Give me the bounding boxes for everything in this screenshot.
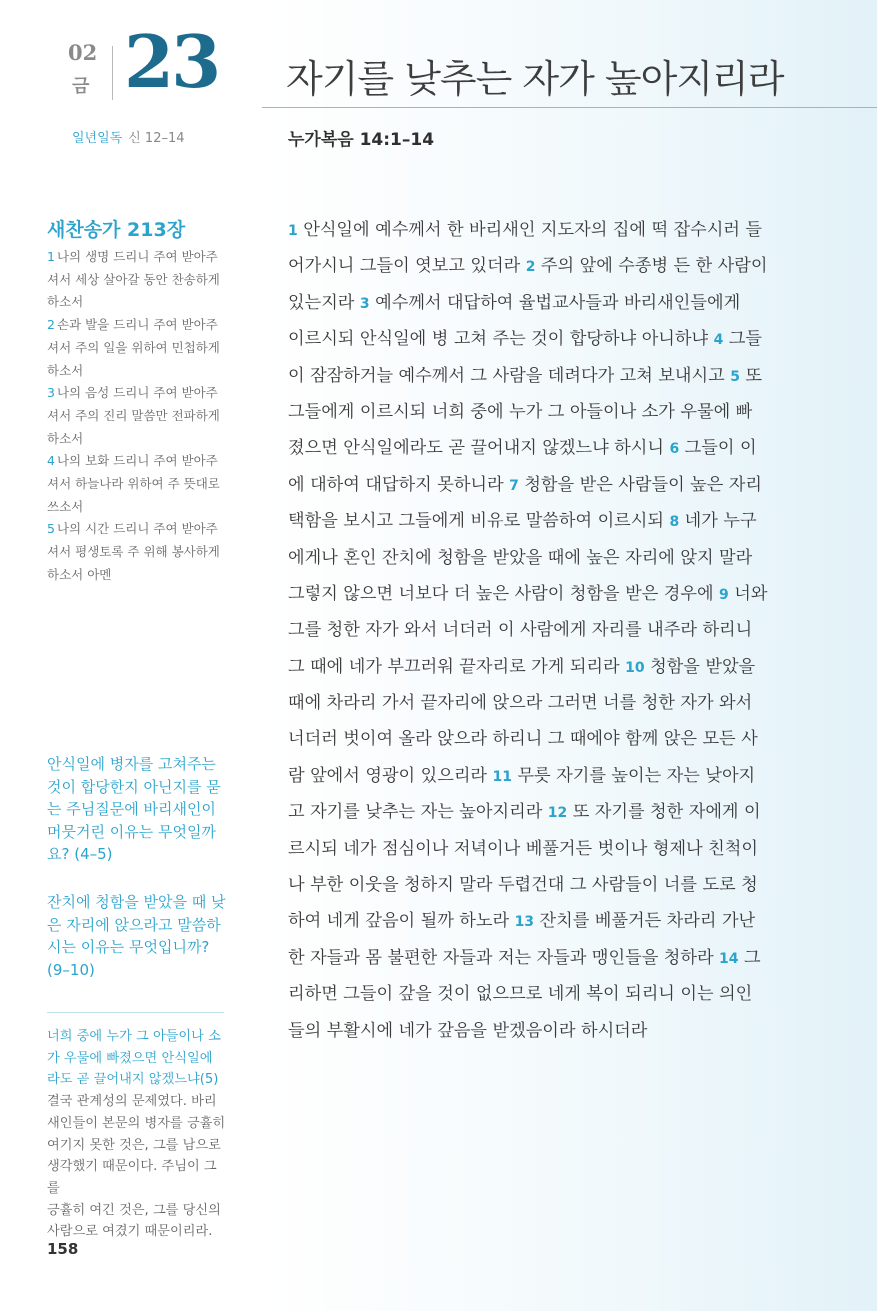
hymn-line-text: 하소서 — [47, 362, 84, 378]
verse-text: 그 — [744, 947, 761, 968]
verse-text: 르시되 네가 점심이나 저녁이나 베풀거든 벗이나 형제나 친척이 — [288, 838, 758, 859]
question-line: 시는 이유는 무엇입니까? — [47, 938, 210, 957]
hymn-line — [47, 337, 233, 360]
scripture-line — [288, 794, 790, 830]
verse-number: 6 — [669, 441, 680, 458]
scripture-line — [288, 430, 790, 466]
date-day: 23 — [124, 19, 219, 104]
hymn-lyrics — [47, 246, 233, 587]
hymn-line-text: 하소서 — [47, 430, 84, 446]
scripture-line — [288, 1013, 790, 1049]
hymn-line-text: 셔서 세상 살아갈 동안 찬송하게 — [47, 271, 220, 287]
verse-text: 그들 — [728, 329, 763, 350]
page-number: 158 — [47, 1240, 79, 1258]
scripture-line — [288, 540, 790, 576]
verse-text: 고 자기를 낮추는 자는 높아지리라 — [288, 802, 548, 823]
hymn-line-text: 셔서 주의 진리 말씀만 전파하게 — [47, 407, 220, 423]
verse-text: 또 — [745, 365, 763, 386]
scripture-line — [288, 212, 790, 248]
hymn-line-text: 나의 시간 드리니 주여 받아주 — [56, 521, 218, 537]
verse-text: 나 부한 이웃을 청하지 말라 두렵건대 그 사람들이 너를 도로 청 — [288, 875, 758, 896]
hymn-line — [47, 405, 233, 428]
verse-number: 1 — [288, 223, 298, 239]
verse-number: 7 — [509, 477, 519, 494]
note-body-line: 여기지 못한 것은, 그를 남으로 — [47, 1137, 221, 1153]
date-weekday: 금 — [72, 76, 90, 97]
verse-text: 그렇지 않으면 너보다 더 높은 사람이 청함을 받은 경우에 — [288, 583, 720, 604]
verse-text: 이 잠잠하거늘 예수께서 그 사람을 데려다가 고쳐 보내시고 — [288, 365, 731, 386]
meditation-note — [47, 1026, 229, 1243]
note-body-line: 결국 관계성의 문제였다. 바리 — [47, 1094, 217, 1110]
verse-number: 4 — [713, 332, 724, 349]
scripture-line — [288, 467, 790, 503]
daily-reading-ref: 신 12–14 — [128, 131, 185, 146]
note-body-line: 생각했기 때문이다. 주님이 그를 — [47, 1159, 217, 1196]
hymn-line — [47, 564, 233, 587]
question-line: 것이 합당한지 아닌지를 묻 — [47, 777, 221, 796]
note-highlight-line: 가 우물에 빠졌으면 안식일에 — [47, 1050, 213, 1066]
verse-text: 한 자들과 몸 불편한 자들과 저는 자들과 맹인들을 청하라 — [288, 947, 720, 968]
verse-text: 또 자기를 청한 자에게 이 — [572, 802, 761, 823]
verse-number: 14 — [719, 950, 739, 967]
question-line: 은 자리에 앉으라고 말씀하 — [47, 915, 221, 934]
question-2 — [47, 891, 229, 981]
verse-text: 때에 차라리 가서 끝자리에 앉으라 그러면 너를 청한 자가 와서 — [288, 693, 753, 714]
hymn-line-text: 셔서 주의 일을 위하여 민첩하게 — [47, 339, 220, 355]
verse-number: 5 — [730, 368, 740, 385]
scripture-line — [288, 285, 790, 321]
hymn-line — [47, 246, 233, 269]
passage-reference: 누가복음 14:1–14 — [288, 130, 435, 150]
verse-text: 주의 앞에 수종병 든 한 사람이 — [540, 256, 768, 277]
question-line: 요? (4–5) — [47, 845, 113, 864]
hymn-line-text: 나의 보화 드리니 주여 받아주 — [56, 453, 218, 469]
verse-text: 청함을 받았을 — [650, 656, 756, 677]
sidebar-divider — [47, 1012, 224, 1013]
hymn-line — [47, 428, 233, 451]
verse-text: 그들에게 이르시되 너희 중에 누가 그 아들이나 소가 우물에 빠 — [288, 401, 753, 422]
hymn-verse-number: 2 — [47, 317, 55, 333]
hymn-line-text: 나의 생명 드리니 주여 받아주 — [56, 249, 218, 264]
hymn-line — [47, 269, 233, 292]
hymn-line-text: 하소서 아멘 — [47, 566, 112, 582]
verse-text: 청함을 받은 사람들이 높은 자리 — [524, 474, 763, 495]
hymn-line-text: 하소서 — [47, 294, 84, 310]
scripture-line — [288, 248, 790, 284]
verse-text: 에게나 혼인 잔치에 청함을 받았을 때에 높은 자리에 앉지 말라 — [288, 547, 753, 568]
question-line: 안식일에 병자를 고쳐주는 — [47, 755, 216, 773]
hymn-verse-number: 1 — [47, 249, 55, 264]
scripture-line — [288, 867, 790, 903]
question-line: 잔치에 청함을 받았을 때 낮 — [47, 893, 226, 911]
hymn-line — [47, 450, 233, 473]
hymn-line-text: 손과 발을 드리니 주여 받아주 — [56, 317, 218, 333]
question-line: 머뭇거린 이유는 무엇일까 — [47, 822, 216, 841]
hymn-verse-number: 3 — [47, 385, 55, 401]
scripture-line — [288, 503, 790, 539]
hymn-line — [47, 541, 233, 564]
scripture-line — [288, 758, 790, 794]
note-highlight-line: 너희 중에 누가 그 아들이나 소 — [47, 1029, 221, 1044]
hymn-line — [47, 314, 233, 337]
hymn-line-text: 쓰소서 — [47, 498, 84, 514]
hymn-title: 새찬송가 213장 — [47, 219, 186, 241]
hymn-line-text: 셔서 하늘나라 위하여 주 뜻대로 — [47, 476, 220, 492]
date-month: 02 — [68, 40, 98, 65]
hymn-line — [47, 382, 233, 405]
scripture-line — [288, 831, 790, 867]
verse-text: 하여 네게 갚음이 될까 하노라 — [288, 911, 515, 932]
verse-text: 예수께서 대답하여 율법교사들과 바리새인들에게 — [375, 292, 741, 313]
question-line: 는 주님질문에 바리새인이 — [47, 800, 216, 819]
hymn-verse-number: 4 — [47, 453, 55, 469]
verse-text: 네가 누구 — [684, 511, 757, 532]
scripture-line — [288, 321, 790, 357]
daily-reading — [72, 127, 185, 146]
date-divider — [112, 46, 113, 100]
verse-number: 11 — [492, 768, 512, 785]
scripture-line — [288, 612, 790, 648]
verse-text: 택함을 보시고 그들에게 비유로 말씀하여 이르시되 — [288, 511, 670, 532]
scripture-line — [288, 394, 790, 430]
scripture-line — [288, 903, 790, 939]
note-body-line: 사람으로 여겼기 때문이리라. — [47, 1224, 213, 1240]
verse-number: 3 — [359, 295, 370, 312]
verse-text: 그를 청한 자가 와서 너더러 이 사람에게 자리를 내주라 하리니 — [288, 620, 753, 641]
verse-text: 그 때에 네가 부끄러워 끝자리로 가게 되리라 — [288, 656, 626, 677]
verse-number: 13 — [514, 914, 535, 931]
scripture-line — [288, 976, 790, 1012]
page-title: 자기를 낮추는 자가 높아지리라 — [286, 57, 784, 101]
scripture-line — [288, 649, 790, 685]
verse-number: 9 — [719, 586, 729, 603]
verse-text: 이르시되 안식일에 병 고쳐 주는 것이 합당하냐 아니하냐 — [288, 329, 714, 350]
question-line: (9–10) — [47, 960, 95, 979]
hymn-line-text: 셔서 평생토록 주 위해 봉사하게 — [47, 544, 220, 560]
question-1 — [47, 753, 229, 866]
hymn-line — [47, 291, 233, 314]
verse-text: 졌으면 안식일에라도 곧 끌어내지 않겠느냐 하시니 — [288, 438, 670, 459]
scripture-line — [288, 721, 790, 757]
verse-number: 10 — [625, 659, 645, 676]
daily-reading-label: 일년일독 — [72, 131, 123, 146]
title-underline — [262, 107, 877, 108]
note-body-line: 긍휼히 여긴 것은, 그를 당신의 — [47, 1202, 221, 1218]
verse-text: 너더러 벗이여 올라 앉으라 하리니 그 때에야 함께 앉은 모든 사 — [288, 729, 758, 750]
verse-text: 리하면 그들이 갚을 것이 없으므로 네게 복이 되리니 이는 의인 — [288, 984, 753, 1005]
verse-number: 12 — [547, 805, 568, 822]
scripture-line — [288, 358, 790, 394]
hymn-verse-number: 5 — [47, 521, 55, 537]
verse-text: 그들이 이 — [684, 438, 757, 459]
verse-text: 안식일에 예수께서 한 바리새인 지도자의 집에 떡 잡수시러 들 — [303, 220, 763, 240]
verse-text: 무릇 자기를 높이는 자는 낮아지 — [517, 765, 756, 786]
verse-text: 어가시니 그들이 엿보고 있더라 — [288, 256, 526, 277]
scripture-line — [288, 685, 790, 721]
note-body-line: 새인들이 본문의 병자를 긍휼히 — [47, 1115, 226, 1131]
note-highlight-line: 라도 곧 끌어내지 않겠느냐(5) — [47, 1072, 219, 1088]
verse-text: 람 앞에서 영광이 있으리라 — [288, 765, 493, 786]
verse-number: 8 — [669, 514, 680, 531]
verse-text: 너와 — [734, 583, 768, 604]
verse-number: 2 — [525, 259, 536, 276]
scripture-line — [288, 940, 790, 976]
verse-text: 잔치를 베풀거든 차라리 가난 — [539, 911, 756, 932]
hymn-line — [47, 496, 233, 519]
scripture-text — [288, 212, 790, 1049]
hymn-line — [47, 473, 233, 496]
hymn-line — [47, 518, 233, 541]
verse-text: 에 대하여 대답하지 못하니라 — [288, 474, 510, 495]
hymn-line-text: 나의 음성 드리니 주여 받아주 — [56, 385, 218, 401]
verse-text: 들의 부활시에 네가 갚음을 받겠음이라 하시더라 — [288, 1020, 648, 1041]
scripture-line — [288, 576, 790, 612]
verse-text: 있는지라 — [288, 292, 360, 313]
hymn-line — [47, 360, 233, 383]
